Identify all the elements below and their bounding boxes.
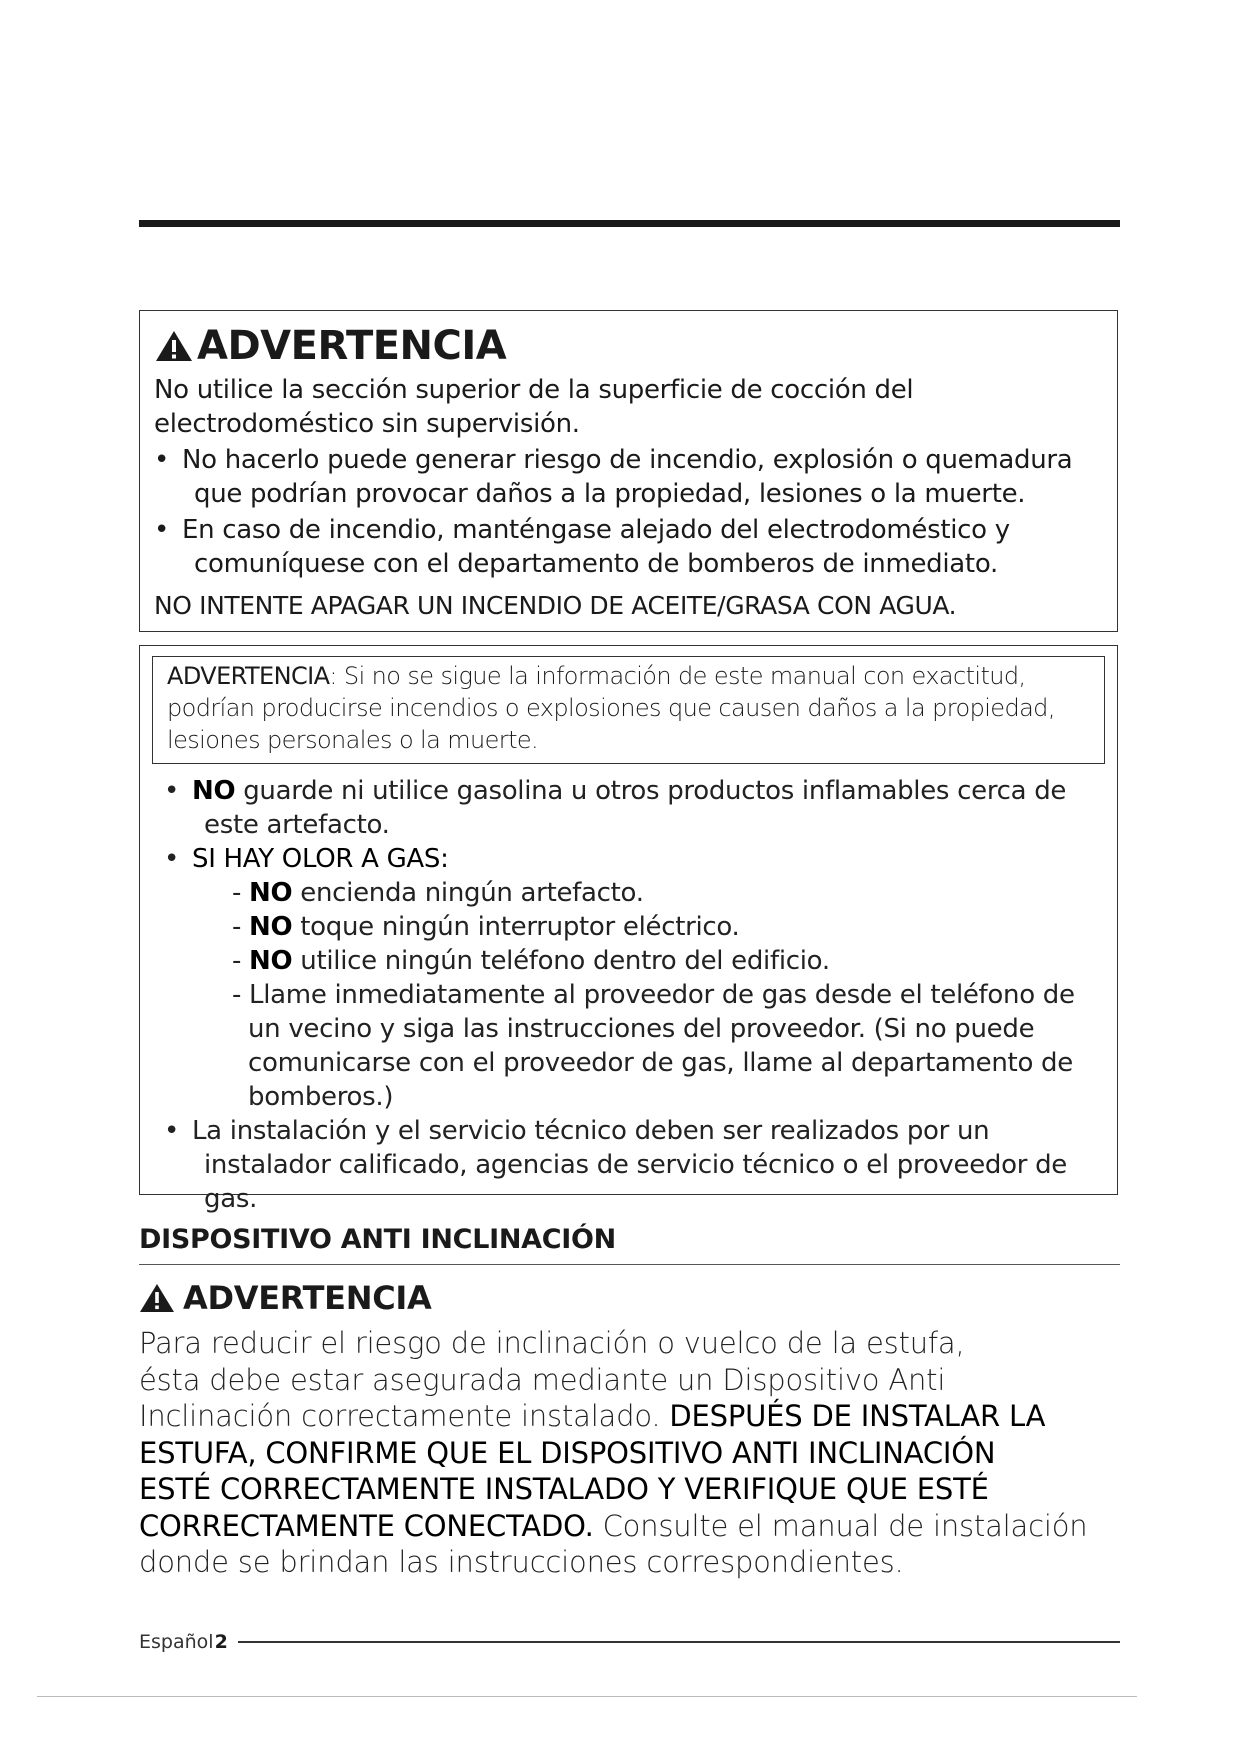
sub-item: - NO utilice ningún teléfono dentro del edificio. (232, 946, 830, 976)
anti-tip-body: Para reducir el riesgo de inclinación o vuelco de la estufa, ésta debe estar asegurada mediante un Dispositivo Anti Inclinación correctamente instalado. DESPUÉS DE INSTALAR LA ESTUFA, CONFIRME QUE EL DISPOSITIVO ANTI INCLINACIÓN ESTÉ CORRECTAMENTE INSTALADO Y VERIFIQUE QUE ESTÉ CORRECTAMENTE CONECTADO. Consulte el manual de instalación donde se brindan las instrucciones correspondientes. (139, 1326, 1088, 1579)
anti-tip-warning-heading: ADVERTENCIA (139, 1279, 431, 1317)
warning-box-gas (139, 645, 1118, 1214)
warning-triangle-icon (154, 329, 194, 363)
footer-language: Español (139, 1631, 214, 1653)
warning-box-cooktop (139, 310, 1118, 632)
sub-item: - Llame inmediatamente al proveedor de gas desde el teléfono de un vecino y siga las instrucciones del proveedor. (Si no puede comunicarse con el proveedor de gas, llame al departamento de bomberos.) (232, 980, 1075, 1112)
intro-text: No utilice la sección superior de la superficie de cocción del electrodoméstico sin supervisión. (154, 375, 914, 439)
footer-rule (238, 1641, 1120, 1643)
list-item: • En caso de incendio, manténgase alejado del electrodoméstico y comuníquese con el departamento de bomberos de inmediato. (154, 515, 1010, 579)
section-title: DISPOSITIVO ANTI INCLINACIÓN (139, 1224, 616, 1255)
sub-item: - NO toque ningún interruptor eléctrico. (232, 912, 740, 942)
list-item: • NO guarde ni utilice gasolina u otros productos inflamables cerca de este artefacto. (164, 776, 1067, 840)
page-number: 2 (214, 1631, 228, 1653)
page-footer (139, 1631, 1120, 1653)
list-item: • No hacerlo puede generar riesgo de incendio, explosión o quemadura que podrían provocar daños a la propiedad, lesiones o la muerte. (154, 445, 1073, 509)
sub-item: - NO encienda ningún artefacto. (232, 878, 644, 908)
warning-triangle-icon (139, 1283, 175, 1313)
section-rule (139, 1264, 1120, 1265)
list-item: • SI HAY OLOR A GAS: (164, 844, 449, 874)
list-item: • La instalación y el servicio técnico deben ser realizados por un instalador calificado, agencias de servicio técnico o el proveedor de gas. (164, 1116, 1067, 1214)
bottom-rule (37, 1696, 1137, 1697)
inner-warning: ADVERTENCIA: Si no se sigue la información de este manual con exactitud, podrían producirse incendios o explosiones que causen daños a la propiedad, lesiones personales o la muerte. (152, 656, 1105, 764)
top-rule (139, 220, 1120, 227)
warning-heading: ADVERTENCIA (154, 321, 1103, 371)
caps-warning: NO INTENTE APAGAR UN INCENDIO DE ACEITE/GRASA CON AGUA. (154, 591, 957, 620)
